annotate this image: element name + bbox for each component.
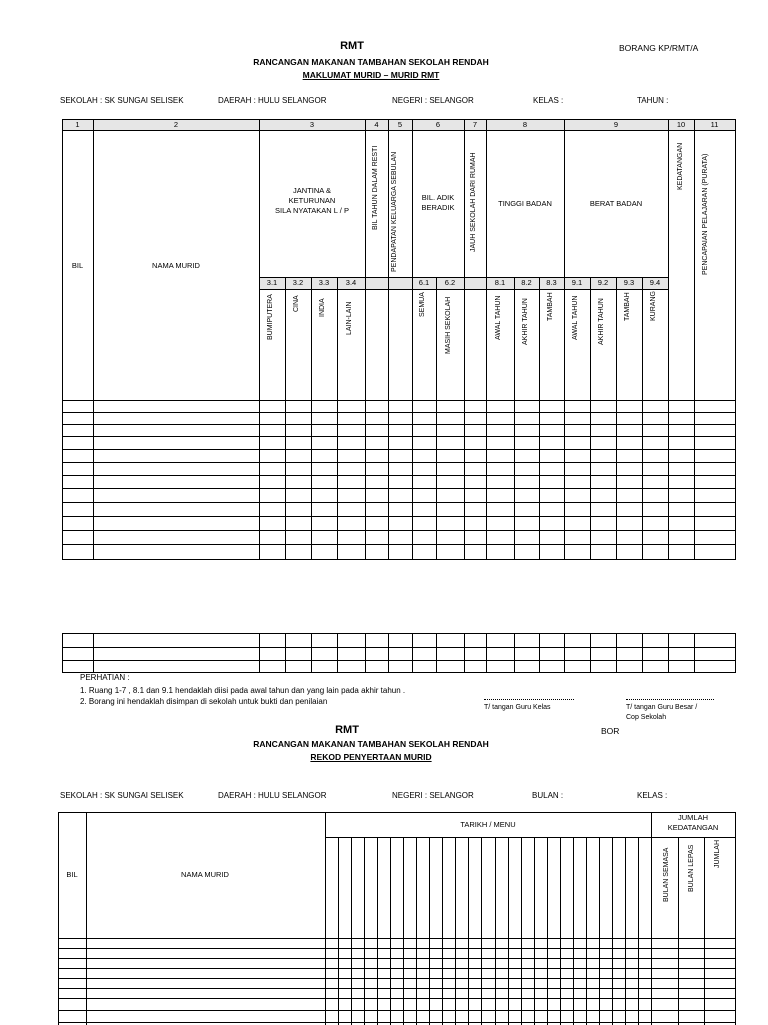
form1-kelas: KELAS :: [533, 96, 564, 105]
table-row: [62, 544, 736, 545]
grid-line: [311, 633, 312, 673]
grid-line: [62, 633, 63, 673]
sub-column-number: 8.1: [494, 278, 506, 287]
date-column: [455, 837, 456, 1025]
table-row: [62, 559, 736, 560]
header-kedatangan: KEDATANGAN: [677, 142, 684, 190]
grid-line: [388, 119, 389, 560]
form2-header-jumlah-kedatangan: JUMLAH KEDATANGAN: [667, 813, 719, 832]
table-row: [58, 1022, 736, 1023]
table-row: [62, 516, 736, 517]
grid-line: [325, 812, 326, 1025]
sub-column-label: BUMIPUTERA: [267, 294, 274, 340]
grid-line: [58, 812, 736, 813]
date-column: [560, 837, 561, 1025]
grid-line: [486, 119, 487, 560]
table-row: [62, 436, 736, 437]
sub-column-label: LAIN-LAIN: [346, 301, 353, 336]
sub-column-number: 9.4: [649, 278, 661, 287]
form2-header-bulan-lepas: BULAN LEPAS: [688, 844, 695, 892]
date-column: [403, 837, 404, 1025]
form2-bulan: BULAN :: [532, 791, 564, 800]
form2-kelas: KELAS :: [637, 791, 668, 800]
date-column: [586, 837, 587, 1025]
grid-line: [514, 277, 515, 560]
sub-column-label: SEMUA: [419, 291, 426, 317]
column-number: 3: [309, 120, 315, 129]
grid-line: [412, 633, 413, 673]
header-bil-tahun: BIL TAHUN DALAM RESTI: [372, 145, 379, 230]
grid-line: [735, 812, 736, 1025]
column-number: 8: [522, 120, 528, 129]
form2-subtitle: RANCANGAN MAKANAN TAMBAHAN SEKOLAH RENDAH: [253, 739, 489, 749]
sub-column-number: 6.2: [444, 278, 456, 287]
table-row: [58, 978, 736, 979]
grid-line: [590, 633, 591, 673]
form1-title: RMT: [340, 40, 364, 52]
date-column: [508, 837, 509, 1025]
sub-column-label: AWAL TAHUN: [572, 295, 579, 340]
table-row: [58, 988, 736, 989]
form1-tahun: TAHUN :: [637, 96, 669, 105]
form1-negeri: NEGERI : SELANGOR: [392, 96, 474, 105]
form2-negeri: NEGERI : SELANGOR: [392, 791, 474, 800]
sub-column-label: KURANG: [650, 291, 657, 322]
sub-column-number: 9.3: [623, 278, 635, 287]
sub-column-label: AKHIR TAHUN: [598, 297, 605, 345]
grid-line: [285, 277, 286, 560]
column-number: 9: [613, 120, 619, 129]
perhatian-heading: PERHATIAN :: [80, 673, 130, 682]
header-pendapatan: PENDAPATAN KELUARGA SEBULAN: [391, 151, 398, 272]
grid-line: [365, 633, 366, 673]
form1-daerah: DAERAH : HULU SELANGOR: [218, 96, 327, 105]
table-row: [62, 424, 736, 425]
table-row: [62, 488, 736, 489]
form2-form-code: BOR: [601, 726, 620, 736]
header-pencapaian: PENCAPAIAN PELAJARAN (PURATA): [702, 153, 709, 275]
signature-guru-besar: T/ tangan Guru Besar /: [626, 704, 698, 711]
grid-line: [412, 119, 413, 560]
form1-sekolah: SEKOLAH : SK SUNGAI SELISEK: [60, 96, 184, 105]
header-jauh-sekolah: JAUH SEKOLAH DARI RUMAH: [470, 152, 477, 252]
header-bil: BIL: [71, 261, 84, 270]
date-column: [364, 837, 365, 1025]
sub-column-number: 3.3: [318, 278, 330, 287]
sub-column-label: AKHIR TAHUN: [522, 297, 529, 345]
grid-line: [62, 119, 63, 560]
table-row: [62, 462, 736, 463]
grid-line: [651, 812, 652, 1025]
date-column: [573, 837, 574, 1025]
header-jantina: JANTINA & KETURUNAN SILA NYATAKAN L / P: [275, 186, 349, 215]
sub-column-number: 3.1: [266, 278, 278, 287]
grid-line: [539, 633, 540, 673]
form2-header-bil: BIL: [66, 870, 78, 879]
grid-line: [678, 837, 679, 1025]
date-column: [416, 837, 417, 1025]
grid-line: [694, 119, 695, 560]
date-column: [338, 837, 339, 1025]
grid-line: [337, 277, 338, 560]
grid-line: [93, 633, 94, 673]
form2-daerah: DAERAH : HULU SELANGOR: [218, 791, 327, 800]
grid-line: [694, 633, 695, 673]
date-column: [442, 837, 443, 1025]
grid-line: [388, 633, 389, 673]
table-row: [62, 660, 736, 661]
table-row: [58, 998, 736, 999]
date-column: [377, 837, 378, 1025]
column-number: 2: [173, 120, 179, 129]
sub-column-label: TAMBAH: [624, 292, 631, 322]
table-row: [62, 475, 736, 476]
grid-line: [564, 633, 565, 673]
header-nama-murid: NAMA MURID: [152, 261, 200, 270]
table-row: [62, 449, 736, 450]
table-row: [58, 968, 736, 969]
grid-line: [651, 837, 736, 838]
table-row: [58, 948, 736, 949]
sub-column-number: 6.1: [418, 278, 430, 287]
form2-header-nama-murid: NAMA MURID: [181, 870, 229, 879]
signature-guru-kelas: T/ tangan Guru Kelas: [484, 704, 551, 711]
grid-line: [464, 633, 465, 673]
sub-column-label: MASIH SEKOLAH: [445, 296, 452, 355]
column-number: 6: [435, 120, 441, 129]
signature-line-guru-besar: [626, 699, 714, 700]
date-column: [521, 837, 522, 1025]
table-row: [62, 502, 736, 503]
grid-line: [365, 119, 366, 560]
signature-cop-sekolah: Cop Sekolah: [626, 714, 667, 721]
column-number: 5: [397, 120, 403, 129]
date-column: [534, 837, 535, 1025]
grid-line: [337, 633, 338, 673]
grid-line: [616, 633, 617, 673]
grid-line: [93, 119, 94, 560]
grid-line: [564, 119, 565, 560]
column-number: 4: [374, 120, 379, 129]
header-adik-beradik: BIL. ADIK BERADIK: [421, 193, 455, 212]
date-column: [612, 837, 613, 1025]
column-number: 11: [710, 120, 719, 129]
grid-line: [62, 130, 736, 131]
date-column: [468, 837, 469, 1025]
date-column: [599, 837, 600, 1025]
grid-line: [486, 633, 487, 673]
sub-column-number: 8.3: [546, 278, 557, 287]
grid-line: [464, 119, 465, 560]
grid-line: [735, 119, 736, 560]
date-column: [390, 837, 391, 1025]
grid-line: [590, 277, 591, 560]
grid-line: [58, 812, 59, 1025]
form2-header-jumlah: JUMLAH: [714, 839, 721, 868]
table-row: [58, 958, 736, 959]
header-tinggi-badan: TINGGI BADAN: [498, 199, 552, 208]
table-row: [58, 1010, 736, 1011]
grid-line: [668, 633, 669, 673]
perhatian-item-1: 1. Ruang 1-7 , 8.1 dan 9.1 hendaklah diisi pada awal tahun dan yang lain pada akhir tahun .: [80, 686, 406, 695]
form2-subtitle2: REKOD PENYERTAAN MURID: [310, 752, 432, 762]
sub-column-label: INDIA: [319, 297, 326, 317]
sub-column-number: 9.1: [571, 278, 583, 287]
grid-line: [285, 633, 286, 673]
sub-column-number: 9.2: [597, 278, 609, 287]
table-row: [58, 938, 736, 939]
grid-line: [259, 633, 260, 673]
date-column: [625, 837, 626, 1025]
date-column: [481, 837, 482, 1025]
form2-header-tarikh-menu: TARIKH / MENU: [460, 820, 516, 829]
sub-column-label: AWAL TAHUN: [495, 295, 502, 340]
sub-column-number: 3.2: [292, 278, 304, 287]
header-berat-badan: BERAT BADAN: [589, 199, 643, 208]
table-row: [62, 530, 736, 531]
date-column: [638, 837, 639, 1025]
grid-line: [704, 837, 705, 1025]
table-row: [62, 647, 736, 648]
grid-line: [514, 633, 515, 673]
signature-line-guru-kelas: [484, 699, 574, 700]
sub-column-label: TAMBAH: [547, 292, 554, 322]
date-column: [429, 837, 430, 1025]
form2-title: RMT: [335, 724, 359, 736]
sub-column-label: CINA: [293, 295, 300, 312]
form1-form-code: BORANG KP/RMT/A: [619, 43, 699, 53]
date-column: [547, 837, 548, 1025]
grid-line: [436, 277, 437, 560]
grid-line: [616, 277, 617, 560]
table-row: [62, 633, 736, 634]
grid-line: [668, 119, 669, 560]
date-column: [351, 837, 352, 1025]
date-column: [495, 837, 496, 1025]
sub-column-number: 3.4: [345, 278, 357, 287]
grid-line: [735, 633, 736, 673]
form1-subtitle2: MAKLUMAT MURID – MURID RMT: [302, 70, 440, 80]
grid-line: [642, 277, 643, 560]
grid-line: [642, 633, 643, 673]
column-number: 7: [472, 120, 478, 129]
table-row: [62, 400, 736, 401]
table-row: [62, 672, 736, 673]
grid-line: [436, 633, 437, 673]
grid-line: [539, 277, 540, 560]
column-number: 10: [676, 120, 686, 129]
grid-line: [311, 277, 312, 560]
perhatian-item-2: 2. Borang ini hendaklah disimpan di sekolah untuk bukti dan penilaian: [80, 697, 328, 706]
grid-line: [86, 812, 87, 1025]
table-row: [62, 412, 736, 413]
form2-sekolah: SEKOLAH : SK SUNGAI SELISEK: [60, 791, 184, 800]
form1-subtitle: RANCANGAN MAKANAN TAMBAHAN SEKOLAH RENDAH: [253, 57, 489, 67]
form2-header-bulan-semasa: BULAN SEMASA: [663, 847, 670, 902]
sub-column-number: 8.2: [521, 278, 532, 287]
grid-line: [325, 837, 652, 838]
column-number: 1: [75, 120, 80, 129]
